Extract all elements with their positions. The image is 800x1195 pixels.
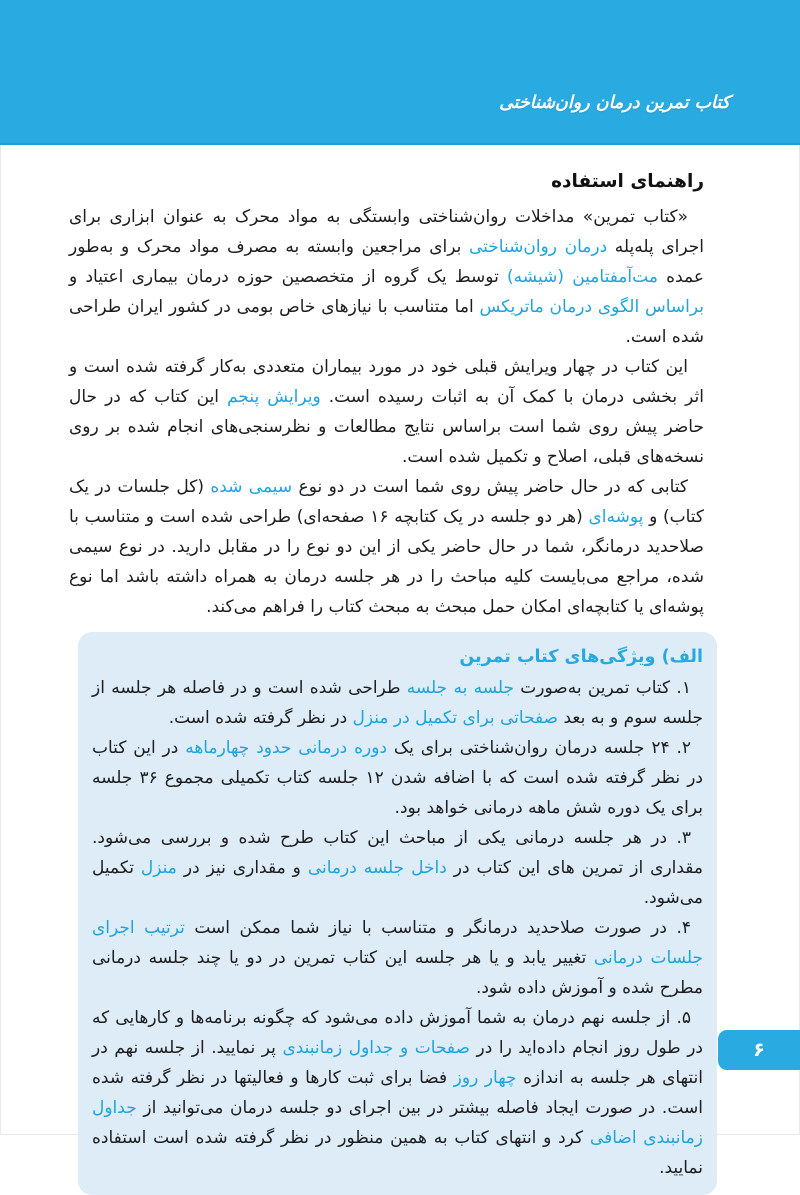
- body-paragraph: کتابی که در حال حاضر پیش روی شما است در دو نوع سیمی شده (کل جلسات در یک کتاب) و پوشه‌ای (هر دو جلسه در یک کتابچه ۱۶ صفحه‌ای) طراحی شده است و متناسب با صلاحدید درمانگر، شما در حال حاضر یکی از این دو نوع را در مقابل دارید. در نوع سیمی شده، مراجع می‌بایست کلیه مباحث را در هر جلسه درمان به همراه داشته باشد اما نوع پوشه‌ای یا کتابچه‌ای امکان حمل مبحث به مبحث کتاب را فراهم می‌کند.: [69, 477, 704, 617]
- feature-item: ۱. کتاب تمرین به‌صورت جلسه به جلسه طراحی شده است و در فاصله هر جلسه از جلسه سوم و به بعد صفحاتی برای تکمیل در منزل در نظر گرفته شده است.: [92, 678, 703, 728]
- body-paragraph: «کتاب تمرین» مداخلات روان‌شناختی وابستگی به مواد محرک به عنوان ابزاری برای اجرای پله‌پله درمان روان‌شناختی برای مراجعین وابسته به مصرف مواد محرک و به‌طور عمده مت‌آمفتامین (شیشه) توسط یک گروه از متخصصین حوزه درمان بیماری اعتیاد و براساس الگوی درمان ماتریکس اما متناسب با نیازهای خاص بومی در کشور ایران طراحی شده است.: [69, 207, 705, 347]
- feature-item: ۳. در هر جلسه درمانی یکی از مباحث این کتاب طرح شده و بررسی می‌شود. مقداری از تمرین های این کتاب در داخل جلسه درمانی و مقداری نیز در منزل تکمیل می‌شود.: [92, 828, 703, 908]
- features-callout-box: [78, 632, 717, 1195]
- section-heading: راهنمای استفاده: [551, 171, 704, 192]
- page-number-value: ۶: [753, 1039, 765, 1061]
- page-body: [69, 166, 704, 1195]
- feature-item: ۲. ۲۴ جلسه درمان روان‌شناختی برای یک دوره درمانی حدود چهارماهه در این کتاب در نظر گرفته شده است که با اضافه شدن ۱۲ جلسه کتاب تکمیلی مجموع ۳۶ جلسه برای یک دوره شش ماهه درمانی خواهد بود.: [92, 738, 703, 818]
- features-box-title: الف) ویژگی‌های کتاب تمرین: [459, 647, 703, 667]
- feature-item: ۴. در صورت صلاحدید درمانگر و متناسب با نیاز شما ممکن است ترتیب اجرای جلسات درمانی تغییر یابد و یا هر جلسه این کتاب تمرین در دو یا چند جلسه درمانی مطرح شده و آموزش داده شود.: [92, 918, 703, 998]
- page-number-badge: [718, 1030, 800, 1070]
- page-header-band: [0, 0, 800, 145]
- feature-item: ۵. از جلسه نهم درمان به شما آموزش داده می‌شود که چگونه برنامه‌ها و کارهایی که در طول روز انجام داده‌اید را در صفحات و جداول زمانبندی پر نمایید. از جلسه نهم در انتهای هر جلسه به اندازه چهار روز فضا برای ثبت کارها و فعالیتها در نظر گرفته شده است. در صورت ایجاد فاصله بیشتر در بین اجرای دو جلسه درمان می‌توانید از جداول زمانبندی اضافی کرد و انتهای کتاب به همین منظور در نظر گرفته شده است استفاده نمایید.: [92, 1008, 704, 1178]
- book-title: کتاب تمرین درمان روان‌شناختی: [499, 93, 730, 113]
- body-paragraph: این کتاب در چهار ویرایش قبلی خود در مورد بیماران متعددی به‌کار گرفته شده است و اثر بخشی درمان با کمک آن به اثبات رسیده است. ویرایش پنجم این کتاب که در حال حاضر پیش روی شما است براساس نتایج مطالعات و نظرسنجی‌های انجام شده بر روی نسخه‌های قبلی، اصلاح و تکمیل شده است.: [69, 357, 704, 467]
